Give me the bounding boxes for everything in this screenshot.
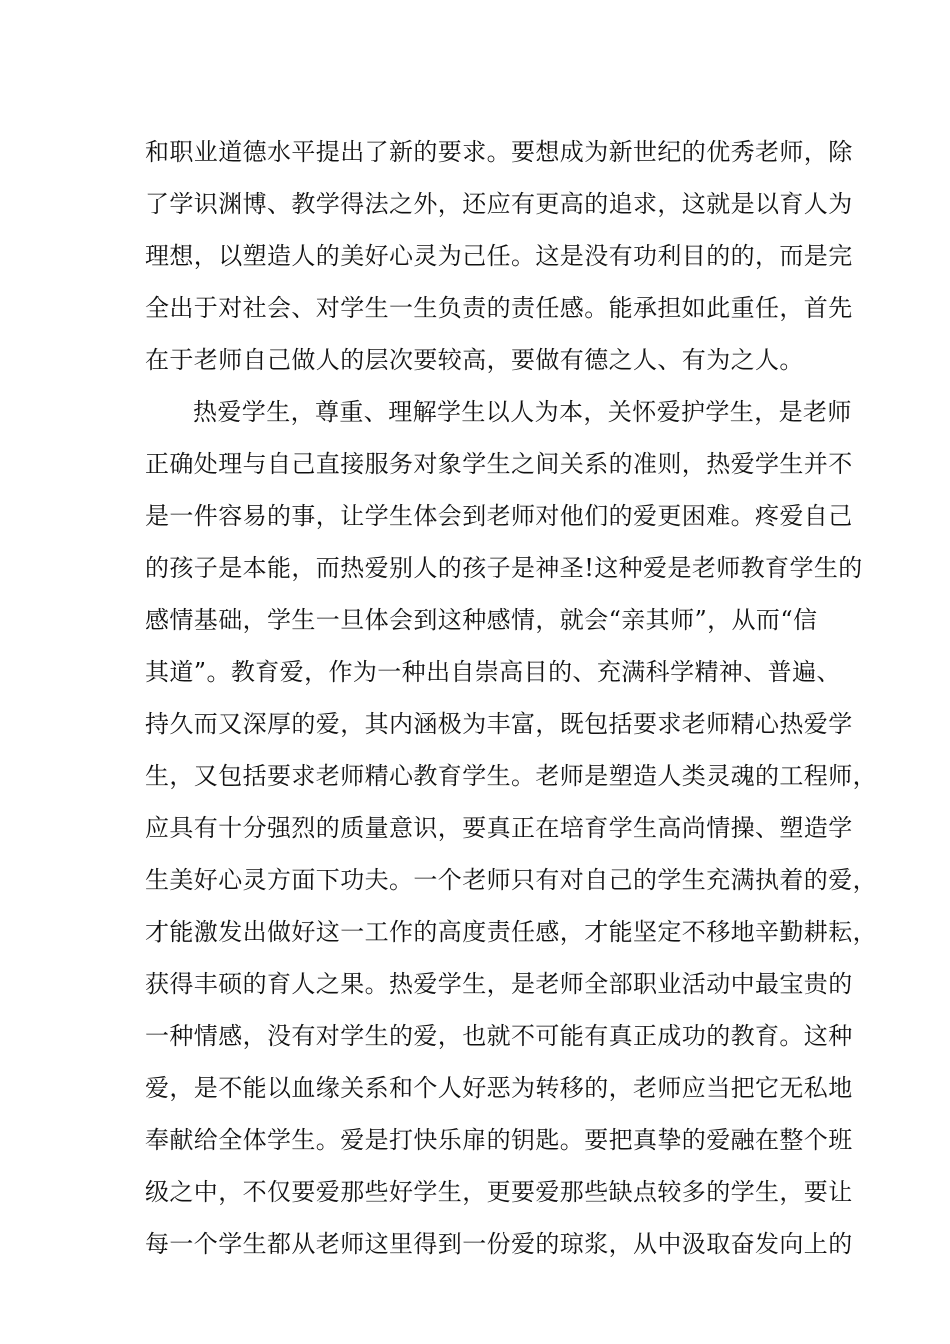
paragraph-line: 每一个学生都从老师这里得到一份爱的琼浆，从中汲取奋发向上的 [145, 1230, 853, 1258]
paragraph-line: 感情基础，学生一旦体会到这种感情，就会“亲其师”，从而“信 [145, 606, 818, 634]
document-body [145, 126, 877, 1270]
paragraph-line: 的孩子是本能，而热爱别人的孩子是神圣!这种爱是老师教育学生的 [145, 554, 863, 582]
paragraph-line: 是一件容易的事，让学生体会到老师对他们的爱更困难。疼爱自己 [145, 502, 853, 530]
paragraph-line: 其道”。教育爱，作为一种出自崇高目的、充满科学精神、普遍、 [145, 658, 841, 686]
paragraph-1 [145, 126, 853, 386]
paragraph-line: 一种情感，没有对学生的爱，也就不可能有真正成功的教育。这种 [145, 1022, 853, 1050]
paragraph-line: 才能激发出做好这一工作的高度责任感，才能坚定不移地辛勤耕耘， [145, 918, 877, 946]
paragraph-line: 爱，是不能以血缘关系和个人好恶为转移的，老师应当把它无私地 [145, 1074, 853, 1102]
paragraph-line: 生，又包括要求老师精心教育学生。老师是塑造人类灵魂的工程师， [145, 762, 877, 790]
paragraph-line: 获得丰硕的育人之果。热爱学生，是老师全部职业活动中最宝贵的 [145, 970, 853, 998]
paragraph-line: 在于老师自己做人的层次要较高，要做有德之人、有为之人。 [145, 346, 804, 374]
paragraph-line: 理想，以塑造人的美好心灵为己任。这是没有功利目的的，而是完 [145, 242, 853, 270]
paragraph-line: 奉献给全体学生。爱是打快乐扉的钥匙。要把真挚的爱融在整个班 [145, 1126, 853, 1154]
paragraph-line: 热爱学生，尊重、理解学生以人为本，关怀爱护学生，是老师 [193, 398, 852, 426]
paragraph-line: 了学识渊博、教学得法之外，还应有更高的追求，这就是以育人为 [145, 190, 853, 218]
paragraph-line: 正确处理与自己直接服务对象学生之间关系的准则，热爱学生并不 [145, 450, 853, 478]
paragraph-line: 和职业道德水平提出了新的要求。要想成为新世纪的优秀老师，除 [145, 138, 853, 166]
paragraph-2 [145, 386, 877, 1270]
paragraph-line: 生美好心灵方面下功夫。一个老师只有对自己的学生充满执着的爱， [145, 866, 877, 894]
paragraph-line: 全出于对社会、对学生一生负责的责任感。能承担如此重任，首先 [145, 294, 853, 322]
paragraph-line: 级之中，不仅要爱那些好学生，更要爱那些缺点较多的学生，要让 [145, 1178, 853, 1206]
paragraph-line: 应具有十分强烈的质量意识，要真正在培育学生高尚情操、塑造学 [145, 814, 853, 842]
paragraph-line: 持久而又深厚的爱，其内涵极为丰富，既包括要求老师精心热爱学 [145, 710, 853, 738]
